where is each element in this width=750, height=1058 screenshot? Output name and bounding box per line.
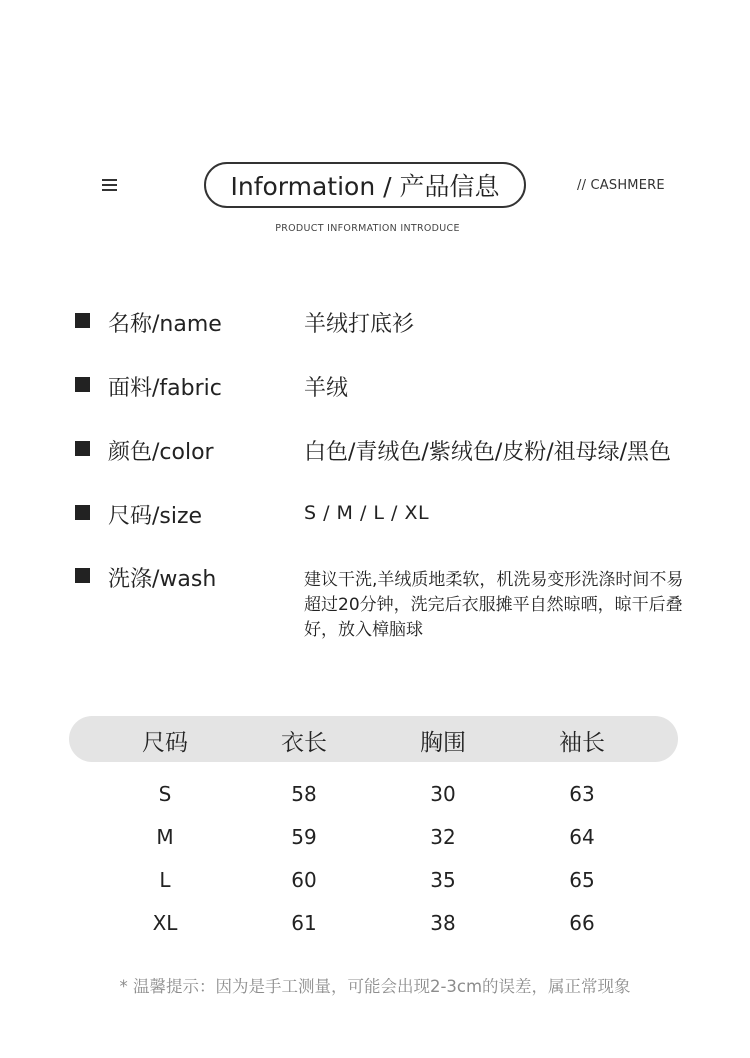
info-label-color: 颜色/color [108,440,214,465]
table-header-cell: 袖长 [559,730,605,756]
info-value-color: 白色/青绒色/紫绒色/皮粉/祖母绿/黑色 [304,440,672,465]
info-row-name [0,307,750,337]
info-label-fabric: 面料/fabric [108,376,222,401]
table-row [0,782,750,812]
table-row [0,868,750,898]
table-cell: 58 [291,782,317,806]
info-value-wash: 建议干洗,羊绒质地柔软，机洗易变形洗涤时间不易超过20分钟，洗完后衣服摊平自然晾晒，晾干后叠好，放入樟脑球 [304,570,684,640]
info-label-name: 名称/name [108,312,222,337]
measurement-note: * 温馨提示：因为是手工测量，可能会出现2-3cm的误差，属正常现象 [119,977,631,996]
hamburger-icon[interactable] [102,179,117,191]
bullet-square-icon [75,505,90,520]
table-cell: 59 [291,825,317,849]
table-cell: 32 [430,825,456,849]
table-cell: L [159,868,171,892]
info-row-size [0,499,750,529]
size-table-header [69,716,678,762]
table-row [0,825,750,855]
table-cell: XL [152,911,178,935]
info-value-fabric: 羊绒 [304,376,349,401]
table-header-cell: 尺码 [142,730,188,756]
info-row-fabric [0,371,750,401]
table-cell: 38 [430,911,456,935]
info-value-name: 羊绒打底衫 [304,312,415,337]
table-cell: S [158,782,172,806]
bullet-square-icon [75,568,90,583]
cashmere-tag: // CASHMERE [577,178,665,193]
page-subtitle: PRODUCT INFORMATION INTRODUCE [275,223,460,234]
page-title: Information / 产品信息 [204,162,526,208]
table-header-cell: 衣长 [281,730,327,756]
bullet-square-icon [75,441,90,456]
table-cell: 61 [291,911,317,935]
info-value-size: S / M / L / XL [304,502,430,524]
table-header-cell: 胸围 [420,730,466,756]
table-cell: 30 [430,782,456,806]
table-cell: 60 [291,868,317,892]
table-cell: M [156,825,174,849]
table-cell: 66 [569,911,595,935]
table-cell: 63 [569,782,595,806]
info-label-size: 尺码/size [108,504,203,529]
bullet-square-icon [75,313,90,328]
info-label-wash: 洗涤/wash [108,567,217,592]
table-cell: 64 [569,825,595,849]
table-row [0,911,750,941]
table-cell: 65 [569,868,595,892]
bullet-square-icon [75,377,90,392]
info-row-wash [0,562,750,652]
table-cell: 35 [430,868,456,892]
info-row-color [0,435,750,465]
